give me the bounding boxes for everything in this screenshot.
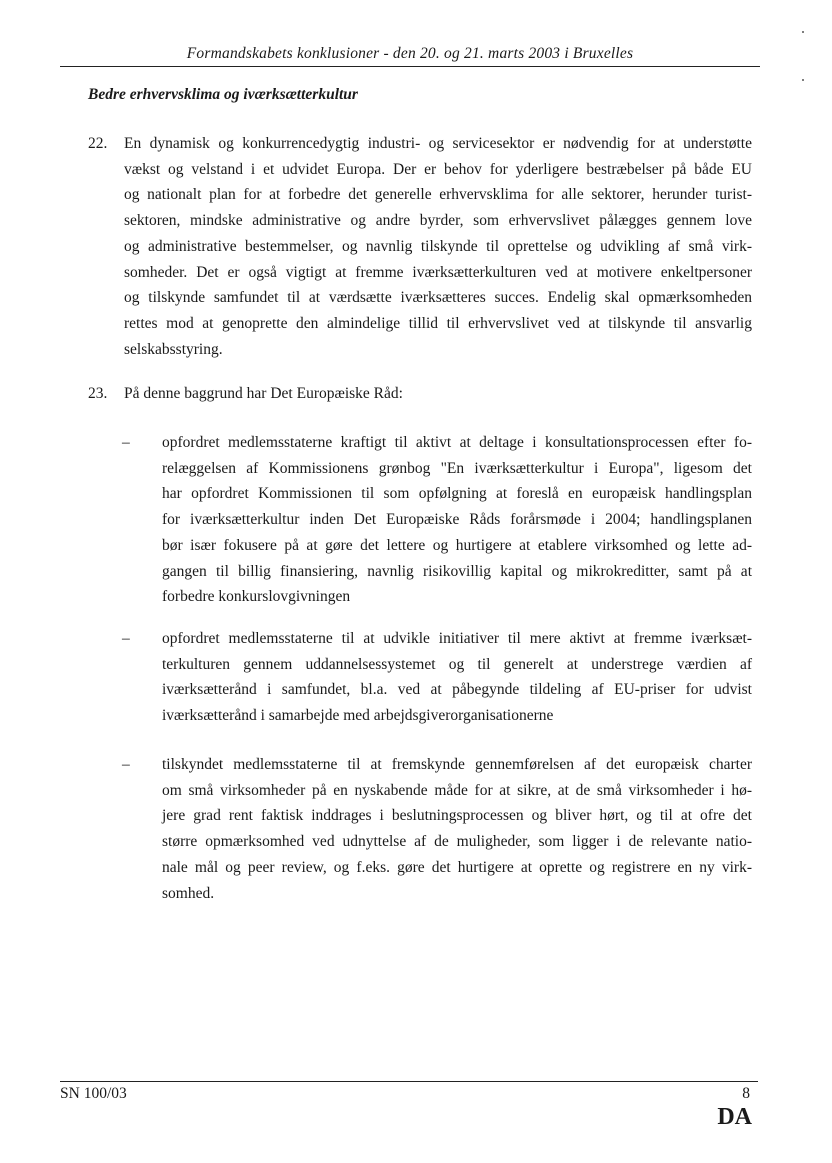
bullet-line: har opfordret Kommissionen til som opfølgning at foreslå en europæisk handlingsplan	[162, 485, 752, 503]
bullet-line: tilskyndet medlemsstaterne til at fremskynde gennemførelsen af det europæisk charter	[162, 756, 752, 773]
bullet-dash: –	[122, 434, 130, 451]
bullet-item	[162, 626, 752, 729]
bullet-line: for iværksætterkultur inden Det Europæiske Råds forårsmøde i 2004; handlingsplanen	[162, 511, 752, 529]
paragraph-line: somheder. Det er også vigtigt at fremme iværksætterkulturen ved at motivere enkeltpersoner	[124, 263, 752, 281]
bullet-item	[162, 752, 752, 906]
paragraph-line: og administrative bestemmelser, og navnlig tilskynde til oprettelse og udvikling af små virk-	[124, 237, 752, 255]
paragraph-line: selskabsstyring.	[124, 340, 223, 358]
paragraph-line: sektoren, mindske administrative og andre byrder, som erhvervslivet pålægges gennem love	[124, 212, 752, 230]
bullet-line: bør især fokusere på at gøre det lettere og hurtigere at etablere virksomhed og lette ad-	[162, 536, 752, 554]
bullet-dash: –	[122, 756, 130, 773]
bullet-item	[162, 430, 752, 610]
page-number: 8	[742, 1085, 750, 1102]
paragraph-23	[124, 381, 752, 407]
bullet-line: terkulturen gennem uddannelsessystemet og til generelt at understrege værdien af	[162, 655, 752, 673]
paragraph-line: En dynamisk og konkurrencedygtig industri- og servicesektor er nødvendig for at understøtte	[124, 135, 752, 152]
header-rule	[60, 66, 760, 67]
bullet-line: opfordret medlemsstaterne til at udvikle initiativer til mere aktivt at fremme iværksæt-	[162, 630, 752, 647]
running-header: Formandskabets konklusioner - den 20. og 21. marts 2003 i Bruxelles	[186, 45, 634, 62]
paragraph-22	[124, 131, 752, 362]
bullet-line: somhed.	[162, 884, 215, 902]
paragraph-line: På denne baggrund har Det Europæiske Råd:	[124, 385, 403, 402]
bullet-line: jere grad rent faktisk inddrages i beslutningsprocessen og bliver hørt, og til at ofre det	[162, 807, 752, 825]
scan-speck	[802, 31, 804, 33]
bullet-line: nale mål og peer review, og f.eks. gøre det hurtigere at oprette og registrere en ny virk-	[162, 858, 752, 876]
bullet-line: iværksætterånd i samfundet, bl.a. ved at påbegynde tildeling af EU-priser for udvist	[162, 681, 752, 699]
document-code: SN 100/03	[60, 1085, 127, 1102]
bullet-line: større opmærksomhed ved udnyttelse af de muligheder, som ligger i de relevante natio-	[162, 833, 752, 851]
paragraph-line: og nationalt plan for at forbedre det generelle erhvervsklima for alle sektorer, herunder turist-	[124, 186, 752, 204]
paragraph-line: og tilskynde samfundet til at værdsætte iværksætteres succes. Endelig skal opmærksomheden	[124, 289, 752, 307]
section-heading: Bedre erhvervsklima og iværksætterkultur	[88, 86, 358, 103]
bullet-line: relæggelsen af Kommissionens grønbog "En iværksætterkultur i Europa", ligesom det	[162, 459, 752, 477]
paragraph-number: 23.	[88, 385, 108, 402]
bullet-line: forbedre konkurslovgivningen	[162, 588, 351, 606]
paragraph-number: 22.	[88, 135, 108, 152]
scan-speck	[802, 79, 804, 81]
paragraph-line: rettes mod at genoprette den almindelige tillid til erhvervslivet ved at tilskynde til ansvarlig	[124, 314, 752, 332]
paragraph-line: vækst og velstand i et udvidet Europa. Der er behov for yderligere bestræbelser på både EU	[124, 160, 752, 178]
bullet-line: iværksætterånd i samarbejde med arbejdsgiverorganisationerne	[162, 707, 554, 725]
bullet-line: gangen til billig finansiering, navnlig risikovillig kapital og mikrokreditter, samt på at	[162, 562, 752, 580]
bullet-line: om små virksomheder på en nyskabende måde for at sikre, at de små virksomheder i hø-	[162, 781, 752, 799]
bullet-line: opfordret medlemsstaterne kraftigt til aktivt at deltage i konsultationsprocessen efter fo-	[162, 434, 752, 451]
language-code: DA	[717, 1104, 752, 1130]
bullet-dash: –	[122, 630, 130, 647]
footer-rule	[60, 1081, 758, 1082]
